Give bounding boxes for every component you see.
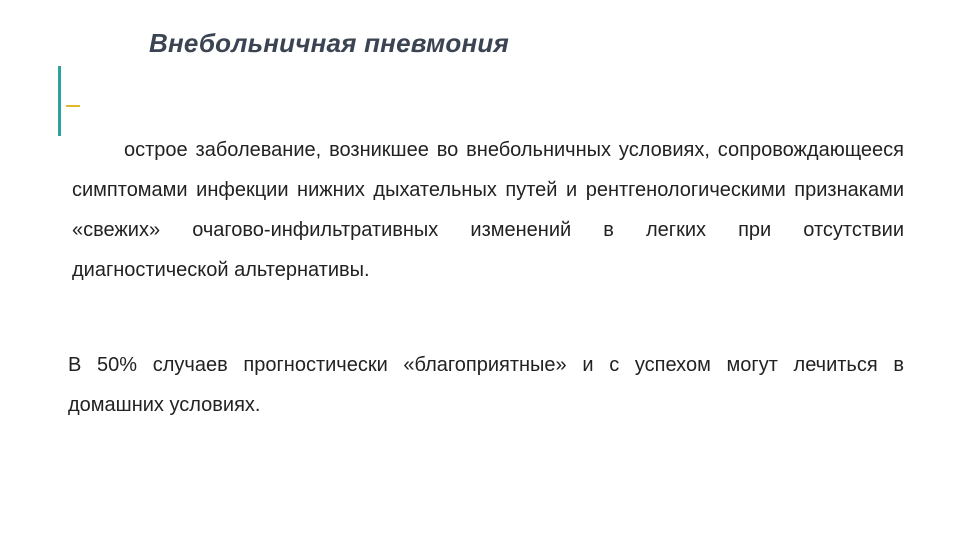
definition-paragraph: острое заболевание, возникшее во внебольничных условиях, сопровождающееся симптомами инфекции нижних дыхательных путей и рентгенологическими признаками «свежих» очагово-инфильтративных изменений в легких при отсутствии диагностической альтернативы. — [72, 139, 904, 281]
accent-tick — [66, 105, 80, 107]
prognosis-paragraph: В 50% случаев прогностически «благоприятные» и с успехом могут лечиться в домашних условиях. — [68, 354, 904, 416]
slide-title: Внебольничная пневмония — [149, 28, 510, 58]
accent-bar — [58, 66, 61, 136]
